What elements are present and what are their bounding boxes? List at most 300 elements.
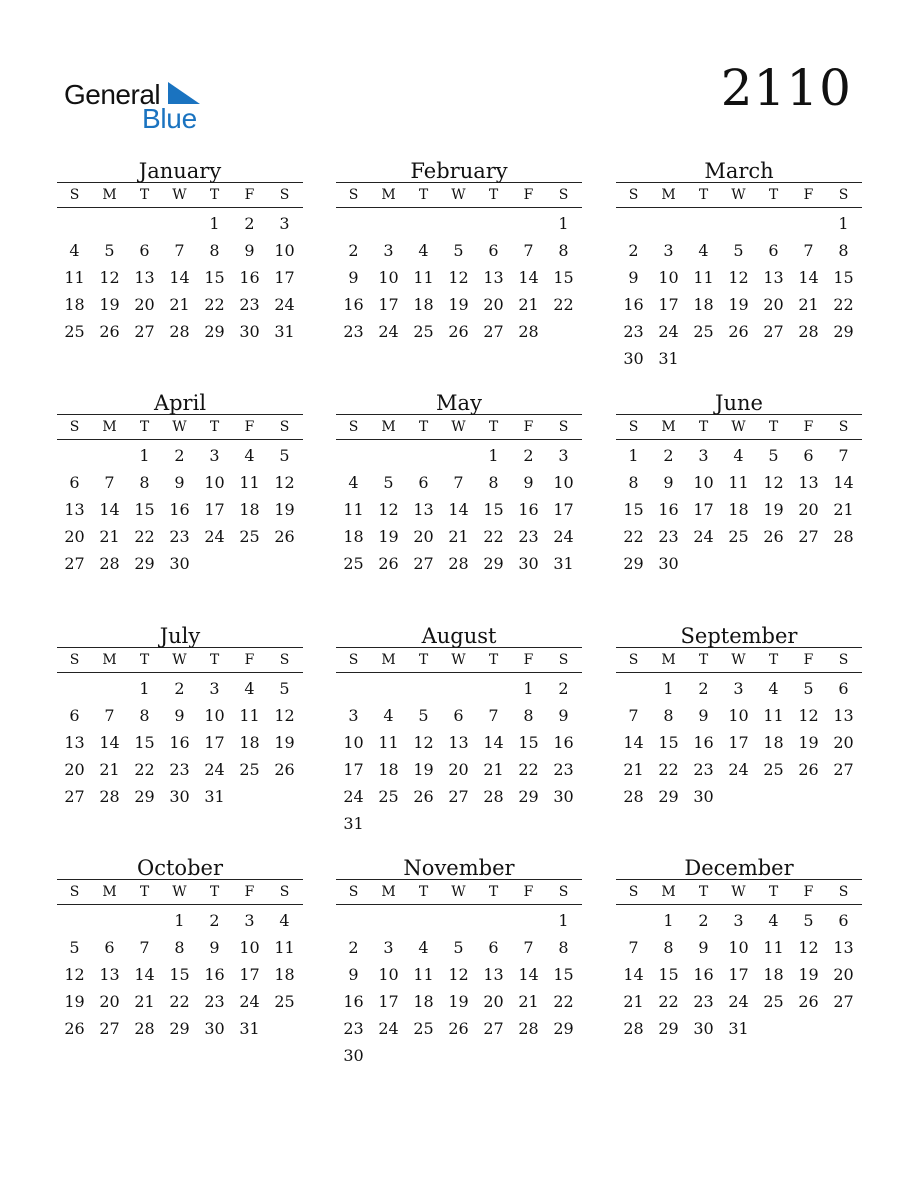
day-cell: 4 xyxy=(348,473,359,492)
day-cell: 1 xyxy=(628,446,639,465)
day-cell: 11 xyxy=(413,268,434,287)
day-cell: 11 xyxy=(64,268,85,287)
day-cell: 30 xyxy=(169,554,190,573)
day-cell: 7 xyxy=(488,706,499,725)
day-blank xyxy=(57,675,92,702)
day-cell: 20 xyxy=(448,760,469,779)
day-cell: 8 xyxy=(488,473,499,492)
day-cell: 19 xyxy=(378,527,399,546)
day-blank xyxy=(92,442,127,469)
day-cell: 28 xyxy=(483,787,504,806)
day-cell: 3 xyxy=(558,446,569,465)
day-grid xyxy=(57,442,303,577)
day-cell: 11 xyxy=(274,938,295,957)
day-blank xyxy=(406,907,441,934)
day-cell: 30 xyxy=(693,1019,714,1038)
day-cell: 20 xyxy=(413,527,434,546)
day-cell: 4 xyxy=(418,241,429,260)
day-cell: 1 xyxy=(663,911,674,930)
weekday-label: T xyxy=(488,187,499,203)
day-cell: 12 xyxy=(274,473,295,492)
day-cell: 3 xyxy=(733,911,744,930)
day-blank xyxy=(616,907,651,934)
weekday-label: S xyxy=(838,652,849,668)
day-blank xyxy=(371,675,406,702)
month-march xyxy=(616,158,862,372)
day-cell: 18 xyxy=(728,500,749,519)
day-cell: 6 xyxy=(488,938,499,957)
day-cell: 7 xyxy=(174,241,185,260)
day-cell: 7 xyxy=(104,473,115,492)
weekday-label: T xyxy=(209,652,220,668)
day-cell: 21 xyxy=(448,527,469,546)
day-cell: 29 xyxy=(169,1019,190,1038)
month-title: October xyxy=(137,856,223,880)
day-cell: 26 xyxy=(728,322,749,341)
day-cell: 5 xyxy=(279,446,290,465)
day-blank xyxy=(756,210,791,237)
day-cell: 18 xyxy=(413,992,434,1011)
day-cell: 17 xyxy=(728,965,749,984)
day-cell: 28 xyxy=(134,1019,155,1038)
weekday-label: S xyxy=(69,187,80,203)
weekday-label: F xyxy=(803,884,814,900)
day-cell: 15 xyxy=(658,965,679,984)
weekday-label: S xyxy=(838,419,849,435)
day-cell: 15 xyxy=(518,733,539,752)
day-cell: 28 xyxy=(99,787,120,806)
day-cell: 28 xyxy=(833,527,854,546)
day-cell: 12 xyxy=(413,733,434,752)
day-cell: 31 xyxy=(274,322,295,341)
day-cell: 21 xyxy=(99,527,120,546)
day-cell: 23 xyxy=(169,760,190,779)
weekday-label: W xyxy=(451,652,466,668)
day-cell: 19 xyxy=(448,992,469,1011)
day-blank xyxy=(476,210,511,237)
day-cell: 17 xyxy=(658,295,679,314)
day-cell: 17 xyxy=(378,992,399,1011)
day-cell: 27 xyxy=(64,787,85,806)
day-cell: 27 xyxy=(448,787,469,806)
day-cell: 25 xyxy=(413,1019,434,1038)
day-grid xyxy=(616,210,862,372)
day-cell: 5 xyxy=(803,911,814,930)
weekday-label: M xyxy=(381,419,396,435)
day-cell: 20 xyxy=(798,500,819,519)
day-cell: 21 xyxy=(833,500,854,519)
weekday-label: T xyxy=(209,187,220,203)
weekday-label: F xyxy=(803,419,814,435)
day-grid xyxy=(57,210,303,345)
day-cell: 4 xyxy=(383,706,394,725)
day-cell: 28 xyxy=(448,554,469,573)
day-cell: 26 xyxy=(798,760,819,779)
day-cell: 6 xyxy=(768,241,779,260)
day-cell: 9 xyxy=(558,706,569,725)
day-blank xyxy=(92,907,127,934)
month-title: March xyxy=(704,159,774,183)
day-cell: 21 xyxy=(134,992,155,1011)
day-cell: 17 xyxy=(239,965,260,984)
weekday-label: T xyxy=(139,187,150,203)
day-cell: 3 xyxy=(209,679,220,698)
day-cell: 30 xyxy=(693,787,714,806)
day-cell: 31 xyxy=(658,349,679,368)
day-cell: 16 xyxy=(169,733,190,752)
day-cell: 26 xyxy=(763,527,784,546)
day-cell: 9 xyxy=(174,706,185,725)
day-cell: 2 xyxy=(348,241,359,260)
day-cell: 29 xyxy=(518,787,539,806)
weekday-label: T xyxy=(698,884,709,900)
day-cell: 15 xyxy=(833,268,854,287)
weekday-label: S xyxy=(558,652,569,668)
day-cell: 10 xyxy=(343,733,364,752)
day-cell: 3 xyxy=(733,679,744,698)
day-cell: 8 xyxy=(523,706,534,725)
day-cell: 27 xyxy=(798,527,819,546)
day-blank xyxy=(336,210,371,237)
day-cell: 7 xyxy=(628,938,639,957)
brand-general-text: General xyxy=(64,79,161,110)
day-cell: 31 xyxy=(553,554,574,573)
weekday-header xyxy=(616,879,862,905)
day-cell: 13 xyxy=(833,938,854,957)
weekday-label: F xyxy=(244,187,255,203)
day-cell: 25 xyxy=(343,554,364,573)
weekday-label: S xyxy=(279,652,290,668)
day-cell: 12 xyxy=(798,706,819,725)
month-august xyxy=(336,623,582,837)
day-blank xyxy=(686,210,721,237)
day-cell: 31 xyxy=(343,814,364,833)
day-cell: 23 xyxy=(204,992,225,1011)
day-cell: 18 xyxy=(343,527,364,546)
weekday-label: M xyxy=(102,187,117,203)
day-cell: 16 xyxy=(693,733,714,752)
day-cell: 25 xyxy=(693,322,714,341)
weekday-label: M xyxy=(661,419,676,435)
day-cell: 9 xyxy=(348,965,359,984)
day-cell: 5 xyxy=(803,679,814,698)
day-cell: 2 xyxy=(558,679,569,698)
day-cell: 22 xyxy=(134,760,155,779)
day-blank xyxy=(511,210,546,237)
weekday-label: W xyxy=(731,652,746,668)
day-cell: 20 xyxy=(64,760,85,779)
day-cell: 3 xyxy=(383,938,394,957)
weekday-label: S xyxy=(558,884,569,900)
day-cell: 26 xyxy=(274,760,295,779)
day-cell: 19 xyxy=(448,295,469,314)
day-cell: 14 xyxy=(518,268,539,287)
day-cell: 9 xyxy=(523,473,534,492)
day-cell: 22 xyxy=(134,527,155,546)
day-cell: 13 xyxy=(134,268,155,287)
month-september xyxy=(616,623,862,810)
day-cell: 26 xyxy=(274,527,295,546)
day-cell: 4 xyxy=(698,241,709,260)
weekday-label: W xyxy=(172,419,187,435)
day-grid xyxy=(57,675,303,810)
day-cell: 29 xyxy=(553,1019,574,1038)
month-title: November xyxy=(403,856,515,880)
day-cell: 10 xyxy=(274,241,295,260)
day-cell: 14 xyxy=(483,733,504,752)
day-cell: 23 xyxy=(658,527,679,546)
day-cell: 6 xyxy=(69,706,80,725)
day-cell: 13 xyxy=(483,965,504,984)
day-cell: 8 xyxy=(663,938,674,957)
weekday-label: T xyxy=(768,419,779,435)
month-january xyxy=(57,158,303,345)
day-cell: 13 xyxy=(64,500,85,519)
day-cell: 12 xyxy=(99,268,120,287)
day-cell: 15 xyxy=(553,965,574,984)
day-cell: 6 xyxy=(838,679,849,698)
day-blank xyxy=(127,907,162,934)
day-cell: 18 xyxy=(239,500,260,519)
day-cell: 16 xyxy=(239,268,260,287)
day-blank xyxy=(92,675,127,702)
day-cell: 13 xyxy=(99,965,120,984)
day-cell: 6 xyxy=(69,473,80,492)
day-cell: 16 xyxy=(623,295,644,314)
brand-blue-text: Blue xyxy=(142,103,197,134)
day-cell: 15 xyxy=(658,733,679,752)
day-cell: 18 xyxy=(693,295,714,314)
day-blank xyxy=(791,210,826,237)
weekday-header xyxy=(57,647,303,673)
day-cell: 28 xyxy=(99,554,120,573)
weekday-header xyxy=(336,879,582,905)
weekday-label: S xyxy=(628,884,639,900)
month-title: April xyxy=(153,391,207,415)
day-grid xyxy=(336,210,582,345)
day-cell: 15 xyxy=(134,500,155,519)
day-cell: 27 xyxy=(413,554,434,573)
day-blank xyxy=(721,210,756,237)
day-cell: 5 xyxy=(453,938,464,957)
day-cell: 22 xyxy=(518,760,539,779)
day-cell: 4 xyxy=(768,911,779,930)
day-cell: 23 xyxy=(623,322,644,341)
brand-logo xyxy=(64,76,214,136)
weekday-label: W xyxy=(731,187,746,203)
day-cell: 8 xyxy=(558,938,569,957)
day-cell: 19 xyxy=(413,760,434,779)
day-blank xyxy=(406,210,441,237)
weekday-label: S xyxy=(69,652,80,668)
day-cell: 4 xyxy=(69,241,80,260)
day-blank xyxy=(57,907,92,934)
weekday-label: M xyxy=(102,419,117,435)
day-cell: 8 xyxy=(838,241,849,260)
month-june xyxy=(616,390,862,577)
day-cell: 30 xyxy=(204,1019,225,1038)
day-cell: 18 xyxy=(763,733,784,752)
day-cell: 29 xyxy=(204,322,225,341)
day-cell: 18 xyxy=(378,760,399,779)
weekday-label: F xyxy=(523,419,534,435)
day-cell: 3 xyxy=(663,241,674,260)
weekday-label: M xyxy=(661,187,676,203)
day-cell: 9 xyxy=(348,268,359,287)
day-cell: 5 xyxy=(453,241,464,260)
calendar-year: 2110 xyxy=(720,59,852,117)
weekday-label: T xyxy=(768,884,779,900)
day-cell: 16 xyxy=(169,500,190,519)
day-cell: 21 xyxy=(518,992,539,1011)
day-cell: 1 xyxy=(139,679,150,698)
day-cell: 4 xyxy=(768,679,779,698)
day-cell: 12 xyxy=(64,965,85,984)
day-cell: 14 xyxy=(99,500,120,519)
day-cell: 20 xyxy=(64,527,85,546)
day-cell: 19 xyxy=(274,500,295,519)
day-cell: 5 xyxy=(768,446,779,465)
day-cell: 2 xyxy=(628,241,639,260)
day-cell: 28 xyxy=(169,322,190,341)
weekday-label: M xyxy=(381,652,396,668)
day-cell: 13 xyxy=(413,500,434,519)
day-cell: 17 xyxy=(728,733,749,752)
day-cell: 15 xyxy=(134,733,155,752)
day-cell: 23 xyxy=(693,992,714,1011)
day-cell: 8 xyxy=(209,241,220,260)
day-blank xyxy=(127,210,162,237)
day-cell: 24 xyxy=(553,527,574,546)
day-cell: 7 xyxy=(803,241,814,260)
weekday-label: S xyxy=(838,884,849,900)
day-cell: 3 xyxy=(279,214,290,233)
day-cell: 27 xyxy=(483,1019,504,1038)
day-blank xyxy=(162,210,197,237)
day-cell: 16 xyxy=(553,733,574,752)
day-cell: 1 xyxy=(838,214,849,233)
day-cell: 13 xyxy=(483,268,504,287)
day-cell: 27 xyxy=(99,1019,120,1038)
month-title: February xyxy=(410,159,508,183)
day-cell: 6 xyxy=(453,706,464,725)
weekday-label: T xyxy=(209,419,220,435)
day-cell: 31 xyxy=(728,1019,749,1038)
month-february xyxy=(336,158,582,345)
day-cell: 14 xyxy=(623,733,644,752)
weekday-label: S xyxy=(348,884,359,900)
day-cell: 1 xyxy=(558,214,569,233)
day-cell: 20 xyxy=(99,992,120,1011)
day-cell: 7 xyxy=(523,938,534,957)
day-cell: 29 xyxy=(833,322,854,341)
day-cell: 6 xyxy=(488,241,499,260)
day-cell: 13 xyxy=(833,706,854,725)
day-cell: 14 xyxy=(134,965,155,984)
month-title: June xyxy=(715,391,763,415)
day-cell: 20 xyxy=(134,295,155,314)
day-blank xyxy=(441,442,476,469)
weekday-label: T xyxy=(698,419,709,435)
day-cell: 11 xyxy=(693,268,714,287)
day-cell: 24 xyxy=(274,295,295,314)
weekday-label: T xyxy=(139,652,150,668)
weekday-label: S xyxy=(69,419,80,435)
day-cell: 3 xyxy=(244,911,255,930)
weekday-label: S xyxy=(838,187,849,203)
day-blank xyxy=(336,442,371,469)
day-cell: 4 xyxy=(279,911,290,930)
day-cell: 12 xyxy=(378,500,399,519)
weekday-label: F xyxy=(244,652,255,668)
weekday-label: W xyxy=(731,419,746,435)
day-cell: 11 xyxy=(378,733,399,752)
weekday-label: W xyxy=(172,187,187,203)
day-cell: 10 xyxy=(728,706,749,725)
weekday-label: M xyxy=(381,187,396,203)
day-cell: 19 xyxy=(798,965,819,984)
weekday-label: T xyxy=(488,884,499,900)
day-cell: 21 xyxy=(169,295,190,314)
day-cell: 29 xyxy=(134,787,155,806)
day-cell: 11 xyxy=(239,473,260,492)
day-cell: 10 xyxy=(378,965,399,984)
day-cell: 18 xyxy=(413,295,434,314)
day-cell: 11 xyxy=(728,473,749,492)
day-cell: 12 xyxy=(728,268,749,287)
day-cell: 21 xyxy=(798,295,819,314)
day-cell: 28 xyxy=(798,322,819,341)
weekday-header xyxy=(616,414,862,440)
weekday-label: F xyxy=(244,419,255,435)
day-cell: 26 xyxy=(448,1019,469,1038)
day-cell: 12 xyxy=(763,473,784,492)
day-blank xyxy=(92,210,127,237)
day-cell: 2 xyxy=(698,911,709,930)
day-cell: 26 xyxy=(99,322,120,341)
day-blank xyxy=(371,907,406,934)
day-cell: 26 xyxy=(448,322,469,341)
day-cell: 19 xyxy=(99,295,120,314)
day-cell: 24 xyxy=(378,1019,399,1038)
month-title: December xyxy=(684,856,794,880)
day-cell: 31 xyxy=(239,1019,260,1038)
day-cell: 27 xyxy=(763,322,784,341)
day-cell: 25 xyxy=(378,787,399,806)
day-cell: 23 xyxy=(518,527,539,546)
day-cell: 7 xyxy=(104,706,115,725)
day-cell: 6 xyxy=(104,938,115,957)
day-cell: 6 xyxy=(838,911,849,930)
day-grid xyxy=(616,442,862,577)
day-cell: 23 xyxy=(693,760,714,779)
day-blank xyxy=(441,907,476,934)
day-cell: 15 xyxy=(553,268,574,287)
day-cell: 27 xyxy=(833,760,854,779)
day-cell: 25 xyxy=(239,527,260,546)
weekday-label: M xyxy=(381,884,396,900)
day-cell: 13 xyxy=(763,268,784,287)
weekday-label: T xyxy=(139,419,150,435)
day-cell: 5 xyxy=(279,679,290,698)
day-cell: 7 xyxy=(139,938,150,957)
weekday-label: S xyxy=(628,187,639,203)
month-november xyxy=(336,855,582,1069)
day-blank xyxy=(441,675,476,702)
day-cell: 1 xyxy=(663,679,674,698)
day-cell: 28 xyxy=(623,1019,644,1038)
day-cell: 17 xyxy=(274,268,295,287)
